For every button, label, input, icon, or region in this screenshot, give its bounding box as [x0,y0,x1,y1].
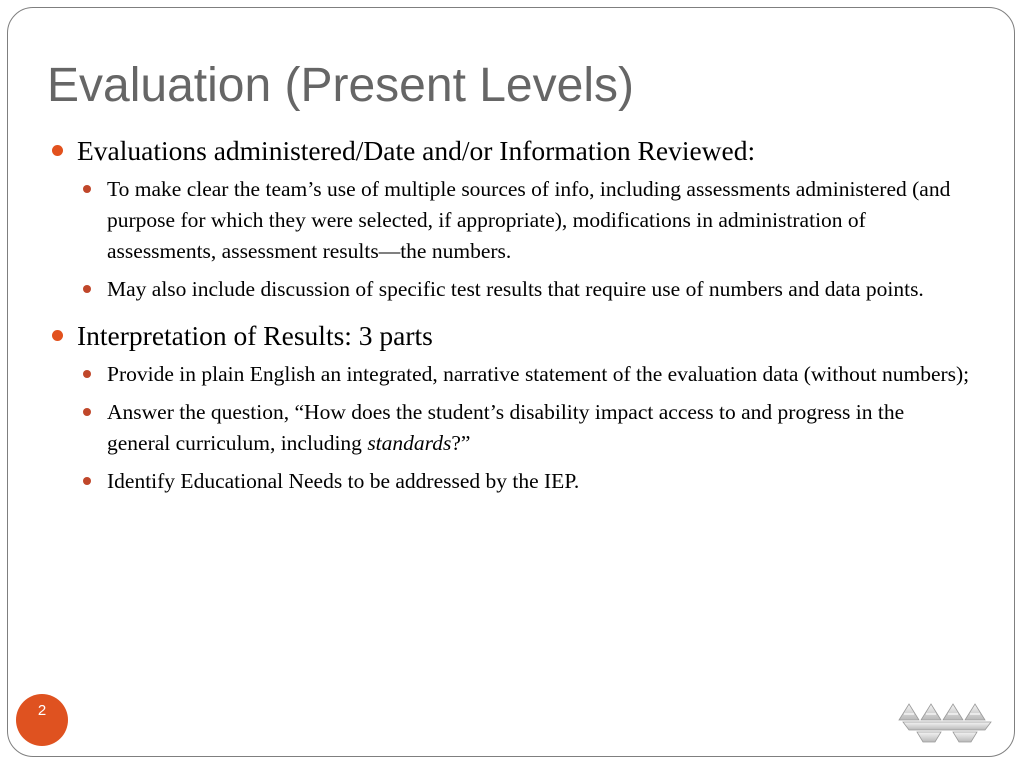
slide-title: Evaluation (Present Levels) [47,59,634,112]
bullet-level1 [50,134,970,168]
organization-logo-icon [895,700,999,746]
bullet-text: Provide in plain English an integrated, narrative statement of the evaluation data (without numbers); [107,362,970,386]
bullet-dot-icon [83,477,91,485]
bullet-dot-icon [52,330,63,341]
section-heading: Interpretation of Results: 3 parts [77,320,433,351]
bullet-dot-icon [52,145,63,156]
section-evaluations [50,134,970,305]
bullet-text: Identify Educational Needs to be addressed by the IEP. [107,469,580,493]
bullet-level2 [107,274,970,305]
bullet-text: May also include discussion of specific test results that require use of numbers and data points. [107,277,924,301]
bullet-level2 [107,466,970,497]
bullet-level1 [50,319,970,353]
slide-body [50,134,970,504]
bullet-level2 [107,174,970,267]
page-number: 2 [37,702,47,719]
bullet-text-part: ?” [451,431,471,455]
bullet-level2 [107,397,970,459]
bullet-dot-icon [83,370,91,378]
page-number-badge [16,694,68,746]
bullet-dot-icon [83,185,91,193]
bullet-text-part: Answer the question, “How does the student’s disability impact access to and progress in the general curriculum, including [107,400,905,455]
bullet-text-italic: standards [367,431,452,455]
bullet-dot-icon [83,408,91,416]
section-interpretation [50,319,970,497]
section-heading: Evaluations administered/Date and/or Information Reviewed: [77,135,756,166]
bullet-text: To make clear the team’s use of multiple sources of info, including assessments administered (and purpose for which they were selected, if appropriate), modifications in administration of assessments, assessment results—the numbers. [107,177,951,263]
bullet-dot-icon [83,285,91,293]
bullet-level2 [107,359,970,390]
